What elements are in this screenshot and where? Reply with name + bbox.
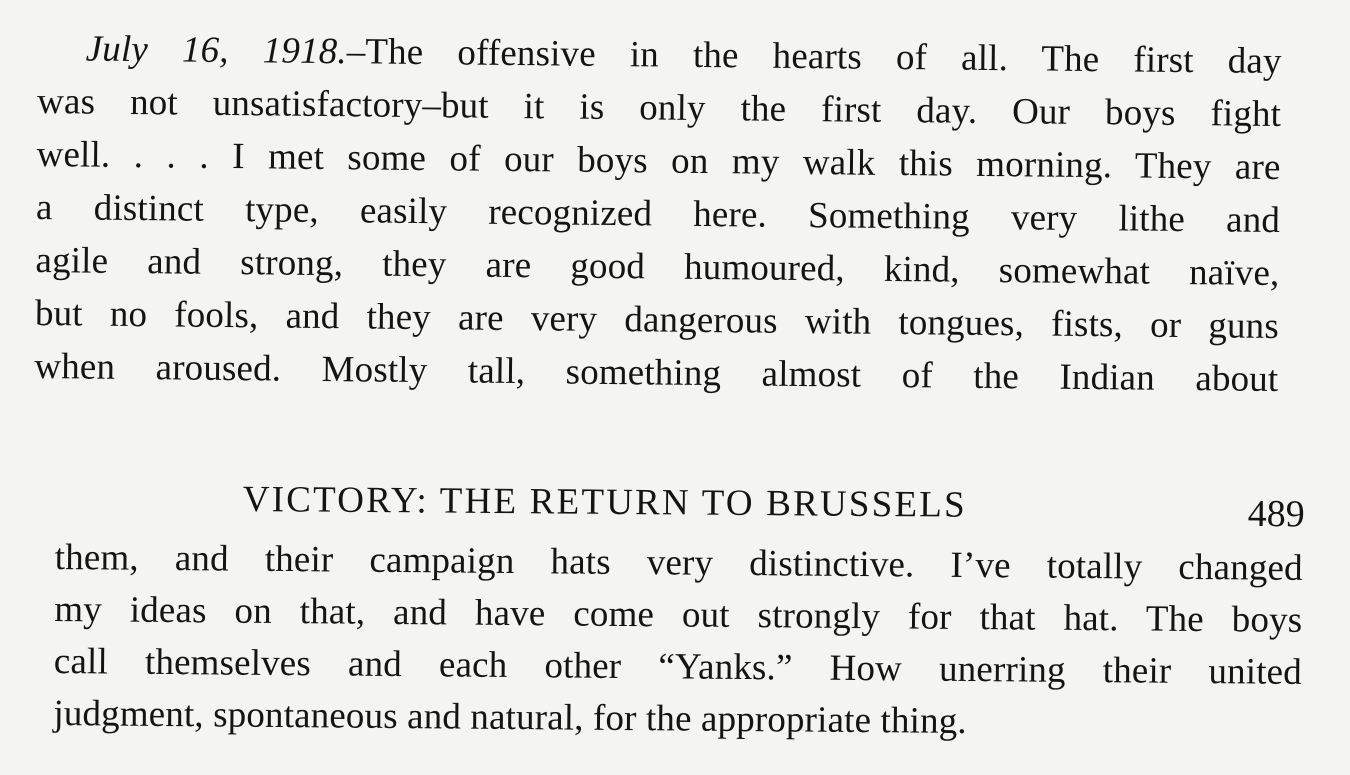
- text-line: but no fools, and they are very dangerous with tongues, fists, or guns: [34, 292, 1280, 348]
- text-line: well. . . . I met some of our boys on my walk this morning. They are: [36, 133, 1281, 189]
- lower-paragraph: [53, 532, 1303, 751]
- text-line: was not unsatisfactory–but it is only the first day. Our boys fight: [36, 80, 1282, 136]
- running-head: [243, 472, 1305, 536]
- text-line: agile and strong, they are good humoured, kind, somewhat naïve,: [35, 239, 1280, 295]
- text-line: my ideas on that, and have come out strongly for that hat. The boys: [54, 588, 1303, 641]
- dateline: July 16, 1918.: [85, 28, 347, 73]
- text-line: judgment, spontaneous and natural, for the appropriate thing.: [53, 692, 967, 742]
- text-line: a distinct type, easily recognized here. Something very lithe and: [35, 186, 1281, 242]
- page-number: 489: [1247, 492, 1305, 536]
- text-line: when aroused. Mostly tall, something almost of the Indian about: [34, 345, 1279, 401]
- upper-paragraph: [34, 22, 1282, 406]
- text-line-rest: –The offensive in the hearts of all. The first day: [346, 31, 1282, 83]
- text-line: them, and their campaign hats very distinctive. I’ve totally changed: [54, 536, 1303, 589]
- text-line: call themselves and each other “Yanks.” How unerring their united: [53, 640, 1303, 693]
- chapter-title: VICTORY: THE RETURN TO BRUSSELS: [242, 478, 968, 526]
